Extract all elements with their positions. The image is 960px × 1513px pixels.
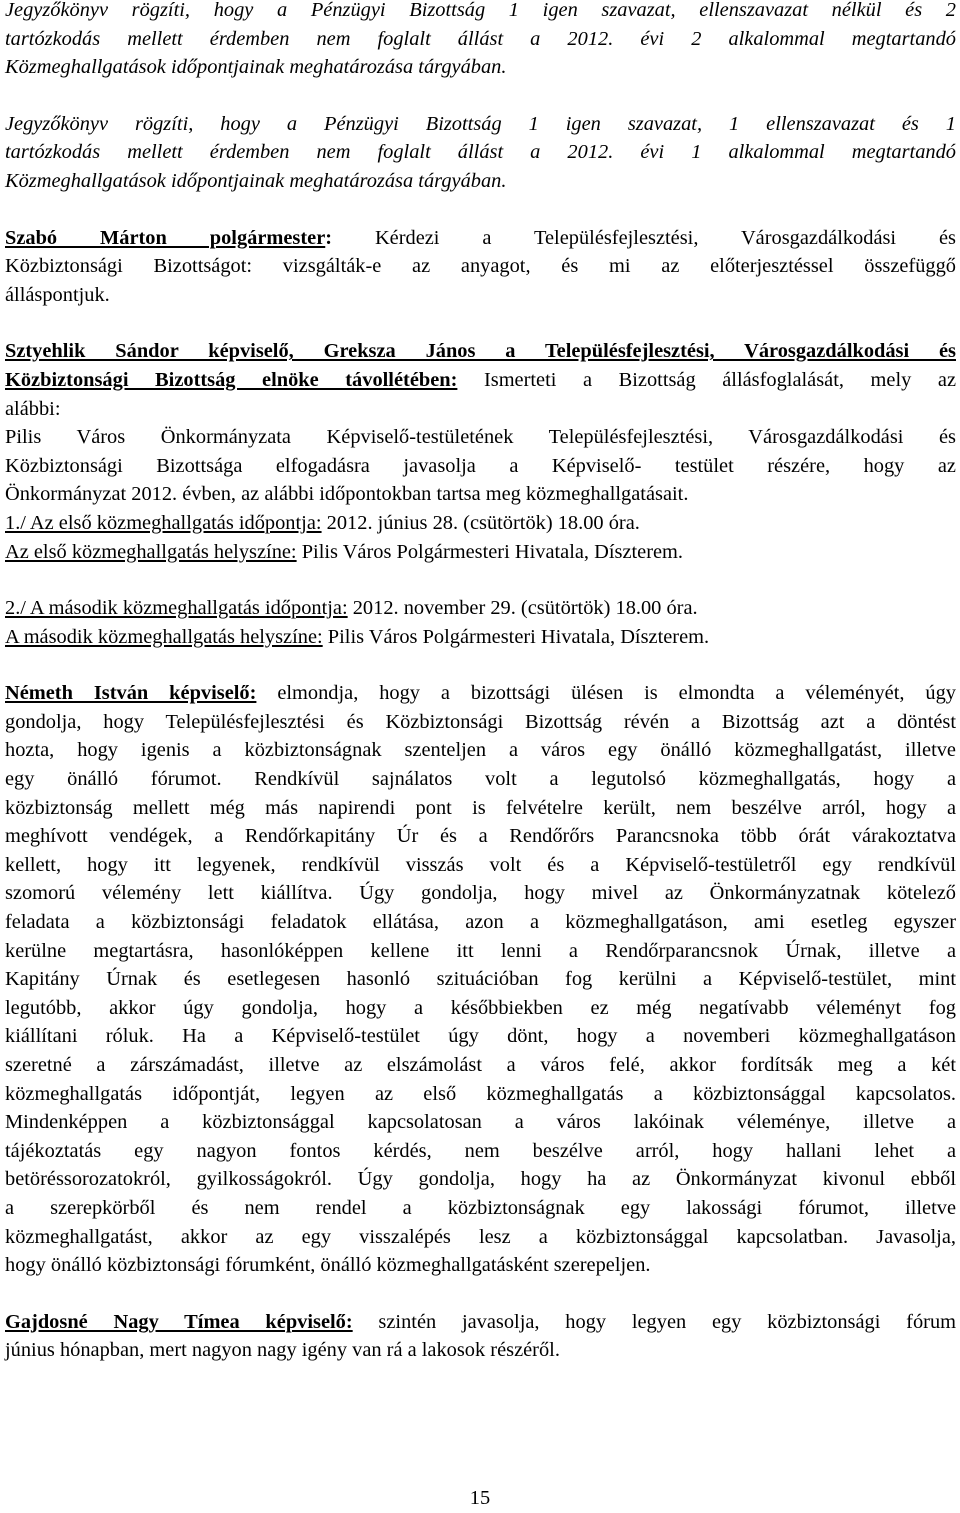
text-line: kerülne megtartásra, hasonlóképpen kellene itt lenni a Rendőrparancsnok Úrnak, illetve a [5, 939, 956, 962]
text-line: feladata a közbiztonsági feladatok ellátása, azon a közmeghallgatáson, ami esetleg egyszer [5, 911, 956, 934]
speaker-name: Szabó Márton polgármester [5, 226, 326, 249]
text-fragment: Kérdezi a Településfejlesztési, Városgazdálkodási és [332, 226, 956, 249]
minutes-record-paragraph-2 [5, 110, 956, 196]
text-line: Jegyzőkönyv rögzíti, hogy a Pénzügyi Bizottság 1 igen szavazat, ellenszavazat nélkül és 2 [5, 0, 956, 21]
second-hearing-place-value: Pilis Város Polgármesteri Hivatala, Díszterem. [322, 625, 710, 648]
second-hearing-date-label: 2./ A második közmeghallgatás időpontja: [5, 597, 348, 620]
nemeth-statement-paragraph [5, 679, 956, 1279]
minutes-record-paragraph-1 [5, 0, 956, 82]
text-line [5, 366, 956, 395]
first-hearing-date-value: 2012. június 28. (csütörtök) 18.00 óra. [321, 511, 640, 534]
text-line: közmeghallgatást, akkor az egy visszalépés lesz a közbiztonsággal kapcsolatban. Javasolja, [5, 1225, 956, 1248]
text-line: tartózkodás mellett érdemben nem foglalt állást a 2012. évi 1 alkalommal megtartandó [5, 141, 956, 164]
text-line: Közmeghallgatások időpontjainak meghatározása tárgyában. [5, 169, 507, 192]
gajdosne-statement-paragraph [5, 1308, 956, 1365]
text-line: Mindenképpen a közbiztonsággal kapcsolatosan a város lakóinak véleménye, illetve a [5, 1111, 956, 1134]
second-hearing-place-label: A második közmeghallgatás helyszíne: [5, 625, 323, 648]
text-line: közbiztonság mellett még más napirendi pont is felvételre került, nem beszélve arról, hogy a [5, 796, 956, 819]
text-line: június hónapban, mert nagyon nagy igény van rá a lakosok részéről. [5, 1339, 560, 1362]
speaker-colon: : [325, 226, 333, 249]
first-hearing-date-label: 1./ Az első közmeghallgatás időpontja: [5, 511, 322, 534]
text-line: Önkormányzat 2012. évben, az alábbi időpontokban tartsa meg közmeghallgatásait. [5, 483, 689, 506]
text-line: szomorú vélemény lett kiállítva. Úgy gondolja, hogy mivel az Önkormányzatnak kötelező [5, 882, 956, 905]
committee-opinion-paragraph [5, 337, 956, 651]
text-line: Pilis Város Önkormányzata Képviselő-testületének Településfejlesztési, Városgazdálkodási és [5, 426, 956, 449]
speaker-name: Sztyehlik Sándor képviselő, Greksza János a Településfejlesztési, Városgazdálkodási és [5, 340, 956, 363]
first-hearing-date-line [5, 509, 956, 538]
text-line: kellett, hogy itt legyenek, rendkívül visszás volt és a Képviselő-testületről egy rendkívül [5, 853, 956, 876]
text-line: szeretné a zárszámadást, illetve az elszámolást a város felé, akkor fordítsák meg a két [5, 1054, 956, 1076]
text-line: legutóbb, akkor úgy gondolja, hogy a későbbiekben ez még negatívabb véleményt fog [5, 996, 956, 1019]
text-line: Kapitány Úrnak és esetlegesen hasonló szituációban fog kerülni a Képviselő-testület, mint [5, 968, 956, 991]
second-hearing-place-line [5, 623, 956, 652]
text-line: egy önálló fórumot. Rendkívül sajnálatos volt a legutolsó közmeghallgatás, hogy a [5, 768, 956, 791]
text-line: Jegyzőkönyv rögzíti, hogy a Pénzügyi Bizottság 1 igen szavazat, 1 ellenszavazat és 1 [5, 112, 956, 135]
speaker-name-continued: Közbiztonsági Bizottság elnöke távollétében: [5, 368, 458, 391]
text-line: hogy önálló közbiztonsági fórumként, önálló közmeghallgatásként szerepeljen. [5, 1254, 651, 1277]
mayor-statement-paragraph [5, 224, 956, 310]
text-line: kiállítani róluk. Ha a Képviselő-testület úgy dönt, hogy a novemberi közmeghallgatáson [5, 1025, 956, 1048]
text-line: betöréssorozatokról, gyilkosságokról. Úgy gondolja, hogy ha az Önkormányzat kivonul ebből [5, 1168, 956, 1191]
text-line: közmeghallgatás időpontját, legyen az első közmeghallgatás a közbiztonsággal kapcsolatos. [5, 1082, 956, 1105]
first-hearing-place-line [5, 538, 956, 567]
text-line: tájékoztatás egy nagyon fontos kérdés, nem beszélve arról, hogy hallani lehet a [5, 1139, 956, 1162]
page-number: 15 [469, 1487, 491, 1509]
text-line [5, 679, 956, 708]
text-line: tartózkodás mellett érdemben nem foglalt állást a 2012. évi 2 alkalommal megtartandó [5, 27, 956, 50]
second-hearing-date-value: 2012. november 29. (csütörtök) 18.00 óra. [347, 597, 698, 620]
text-fragment: szintén javasolja, hogy legyen egy közbiztonsági fórum [352, 1310, 957, 1333]
first-hearing-place-value: Pilis Város Polgármesteri Hivatala, Díszterem. [296, 540, 684, 563]
text-line: álláspontjuk. [5, 283, 110, 306]
text-line: Közbiztonsági Bizottsága elfogadásra javasolja a Képviselő- testület részére, hogy az [5, 454, 956, 477]
text-line: hozta, hogy igenis a közbiztonságnak szenteljen a város egy önálló közmeghallgatást, illetve [5, 739, 956, 762]
text-line: alábbi: [5, 397, 61, 420]
text-line: gondolja, hogy Településfejlesztési és Közbiztonsági Bizottság révén a Bizottság azt a döntést [5, 710, 956, 733]
text-line: a szerepkörből és nem rendel a közbiztonságnak egy lakossági fórumot, illetve [5, 1196, 956, 1219]
text-line [5, 224, 956, 253]
speaker-name: Gajdosné Nagy Tímea képviselő: [5, 1310, 353, 1333]
text-line: Közmeghallgatások időpontjainak meghatározása tárgyában. [5, 56, 507, 79]
speaker-name: Németh István képviselő: [5, 682, 257, 705]
text-line: Közbiztonsági Bizottságot: vizsgálták-e az anyagot, és mi az előterjesztéssel összefüggő [5, 255, 956, 278]
text-line: meghívott vendégek, a Rendőrkapitány Úr és a Rendőrőrs Parancsnoka több órát várakoztatva [5, 825, 956, 848]
first-hearing-place-label: Az első közmeghallgatás helyszíne: [5, 540, 297, 563]
text-fragment: Ismerteti a Bizottság állásfoglalását, mely az [457, 368, 956, 391]
second-hearing-date-line [5, 594, 956, 623]
text-line [5, 337, 956, 366]
text-line [5, 1308, 956, 1337]
text-fragment: elmondja, hogy a bizottsági ülésen is elmondta a véleményét, úgy [256, 682, 956, 705]
